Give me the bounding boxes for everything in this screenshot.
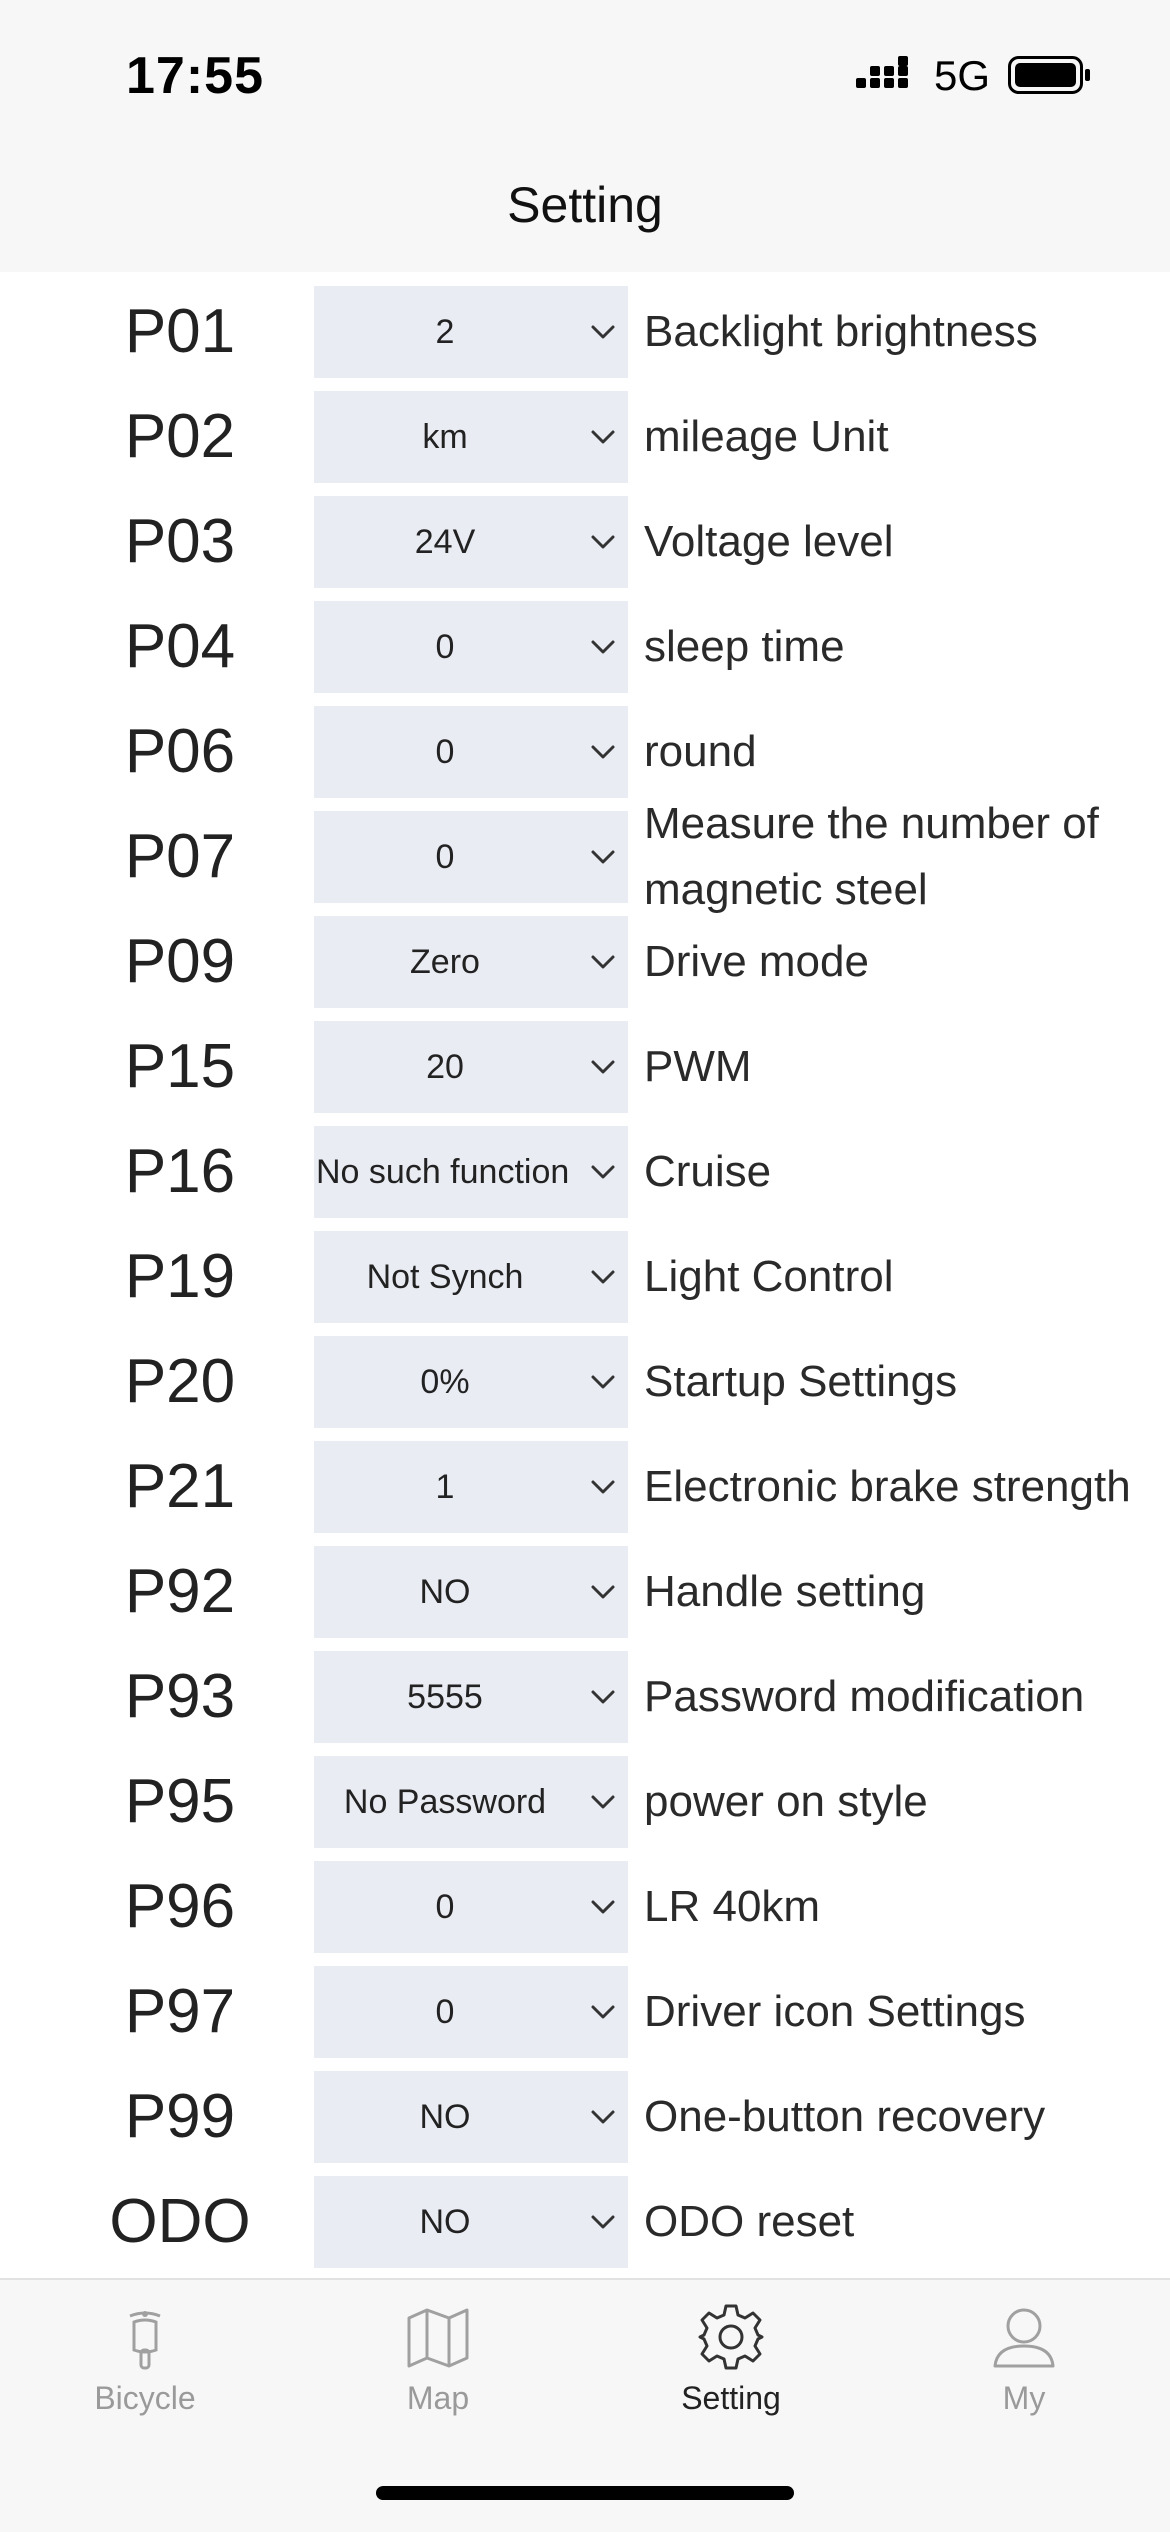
setting-code: P16 xyxy=(124,1137,236,1206)
chevron-down-icon xyxy=(588,1055,618,1079)
setting-value-dropdown[interactable] xyxy=(314,916,628,1008)
setting-description: Password modification xyxy=(644,1672,1085,1721)
setting-code: ODO xyxy=(109,2187,251,2256)
setting-description: PWM xyxy=(644,1042,752,1091)
setting-description: Startup Settings xyxy=(644,1357,958,1406)
tab-label-my: My xyxy=(1002,2380,1046,2416)
chevron-down-icon xyxy=(588,845,618,869)
setting-code: P95 xyxy=(124,1767,236,1836)
signal-icon xyxy=(856,56,916,101)
setting-row xyxy=(0,2176,1170,2281)
setting-description: Handle setting xyxy=(644,1567,926,1616)
setting-row xyxy=(0,391,1170,496)
setting-row xyxy=(0,1966,1170,2071)
setting-code: P06 xyxy=(124,717,236,786)
setting-value-dropdown[interactable] xyxy=(314,1126,628,1218)
chevron-down-icon xyxy=(588,425,618,449)
status-time: 17:55 xyxy=(126,47,264,105)
setting-description: ODO reset xyxy=(644,2197,855,2246)
page-title: Setting xyxy=(507,177,663,233)
chevron-down-icon xyxy=(588,1895,618,1919)
chevron-down-icon xyxy=(588,1370,618,1394)
setting-value: 5555 xyxy=(407,1677,483,1716)
setting-row xyxy=(0,601,1170,706)
battery-icon xyxy=(1008,56,1092,101)
setting-value: 0 xyxy=(435,837,455,876)
chevron-down-icon xyxy=(588,1790,618,1814)
setting-description: round xyxy=(644,727,757,776)
setting-description: Measure the number of magnetic steel xyxy=(644,799,1099,914)
setting-description: Cruise xyxy=(644,1147,772,1196)
setting-row xyxy=(0,1861,1170,1966)
setting-description: Electronic brake strength xyxy=(644,1462,1131,1511)
setting-code: P20 xyxy=(124,1347,236,1416)
setting-value-dropdown[interactable] xyxy=(314,1336,628,1428)
setting-code: P93 xyxy=(124,1662,236,1731)
setting-code: P96 xyxy=(124,1872,236,1941)
setting-value-dropdown[interactable] xyxy=(314,1231,628,1323)
chevron-down-icon xyxy=(588,320,618,344)
setting-description: LR 40km xyxy=(644,1882,821,1931)
setting-code: P21 xyxy=(124,1452,236,1521)
setting-code: P01 xyxy=(124,297,236,366)
gear-icon xyxy=(696,2302,766,2372)
chevron-down-icon xyxy=(588,1685,618,1709)
setting-value-dropdown[interactable] xyxy=(314,391,628,483)
status-bar xyxy=(0,0,1170,140)
setting-value: 0% xyxy=(420,1362,470,1401)
tab-my[interactable] xyxy=(914,2302,1134,2442)
setting-row xyxy=(0,1021,1170,1126)
setting-value: No Password xyxy=(343,1782,547,1821)
nav-bar xyxy=(0,140,1170,272)
chevron-down-icon xyxy=(588,1475,618,1499)
setting-value: 2 xyxy=(435,312,455,351)
tab-label-bicycle: Bicycle xyxy=(94,2380,196,2416)
chevron-down-icon xyxy=(588,1580,618,1604)
setting-value-dropdown[interactable] xyxy=(314,1651,628,1743)
setting-description: sleep time xyxy=(644,622,845,671)
setting-row xyxy=(0,799,1170,916)
setting-code: P92 xyxy=(124,1557,236,1626)
setting-description: Drive mode xyxy=(644,937,869,986)
setting-value: 0 xyxy=(435,1992,455,2031)
setting-value: NO xyxy=(419,2202,471,2241)
setting-value: 1 xyxy=(435,1467,455,1506)
setting-value: 0 xyxy=(435,627,455,666)
setting-row xyxy=(0,496,1170,601)
setting-code: P04 xyxy=(124,612,236,681)
setting-description: Light Control xyxy=(644,1252,894,1301)
setting-value-dropdown[interactable] xyxy=(314,1546,628,1638)
setting-code: P15 xyxy=(124,1032,236,1101)
setting-description: One-button recovery xyxy=(644,2092,1046,2141)
setting-description: power on style xyxy=(644,1777,928,1826)
setting-value: Not Synch xyxy=(366,1257,524,1296)
setting-row xyxy=(0,916,1170,1021)
chevron-down-icon xyxy=(588,635,618,659)
setting-row xyxy=(0,1126,1170,1231)
setting-value-dropdown[interactable] xyxy=(314,2071,628,2163)
chevron-down-icon xyxy=(588,1265,618,1289)
tab-label-map: Map xyxy=(406,2380,470,2416)
setting-description: mileage Unit xyxy=(644,412,889,461)
setting-value-dropdown[interactable] xyxy=(314,1756,628,1848)
chevron-down-icon xyxy=(588,740,618,764)
setting-description: Voltage level xyxy=(644,517,894,566)
setting-code: P03 xyxy=(124,507,236,576)
setting-value: 0 xyxy=(435,1887,455,1926)
setting-row xyxy=(0,1231,1170,1336)
setting-value: NO xyxy=(419,1572,471,1611)
setting-code: P19 xyxy=(124,1242,236,1311)
setting-value: 0 xyxy=(435,732,455,771)
user-icon xyxy=(989,2302,1059,2372)
setting-value-dropdown[interactable] xyxy=(314,286,628,378)
setting-value: 20 xyxy=(426,1047,464,1086)
setting-value: km xyxy=(422,417,468,456)
tab-bicycle[interactable] xyxy=(35,2302,255,2442)
chevron-down-icon xyxy=(588,530,618,554)
setting-code: P07 xyxy=(124,822,236,891)
setting-value-dropdown[interactable] xyxy=(314,601,628,693)
chevron-down-icon xyxy=(588,2000,618,2024)
setting-description: Driver icon Settings xyxy=(644,1987,1026,2036)
setting-row xyxy=(0,1546,1170,1651)
setting-row xyxy=(0,286,1170,391)
setting-value-dropdown[interactable] xyxy=(314,1021,628,1113)
tab-setting[interactable] xyxy=(621,2302,841,2442)
map-icon xyxy=(403,2302,473,2372)
setting-code: P99 xyxy=(124,2082,236,2151)
setting-value-dropdown[interactable] xyxy=(314,1966,628,2058)
setting-value-dropdown[interactable] xyxy=(314,496,628,588)
chevron-down-icon xyxy=(588,2210,618,2234)
setting-value-dropdown[interactable] xyxy=(314,1861,628,1953)
setting-code: P02 xyxy=(124,402,236,471)
setting-row xyxy=(0,1756,1170,1861)
bicycle-icon xyxy=(110,2302,180,2372)
setting-row xyxy=(0,1336,1170,1441)
setting-description: Backlight brightness xyxy=(644,307,1038,356)
setting-row xyxy=(0,1651,1170,1756)
setting-value-dropdown[interactable] xyxy=(314,2176,628,2268)
setting-value-dropdown[interactable] xyxy=(314,811,628,903)
chevron-down-icon xyxy=(588,950,618,974)
chevron-down-icon xyxy=(588,1160,618,1184)
tab-label-setting: Setting xyxy=(681,2380,781,2416)
setting-row xyxy=(0,2071,1170,2176)
network-type: 5G xyxy=(934,52,991,99)
setting-code: P97 xyxy=(124,1977,236,2046)
setting-value-dropdown[interactable] xyxy=(314,1441,628,1533)
setting-row xyxy=(0,1441,1170,1546)
setting-value-dropdown[interactable] xyxy=(314,706,628,798)
tab-map[interactable] xyxy=(328,2302,548,2442)
setting-value: No such function xyxy=(316,1152,570,1191)
setting-value: NO xyxy=(419,2097,471,2136)
home-indicator xyxy=(376,2486,794,2500)
chevron-down-icon xyxy=(588,2105,618,2129)
setting-code: P09 xyxy=(124,927,236,996)
setting-value: 24V xyxy=(414,522,476,561)
setting-value: Zero xyxy=(410,942,480,981)
